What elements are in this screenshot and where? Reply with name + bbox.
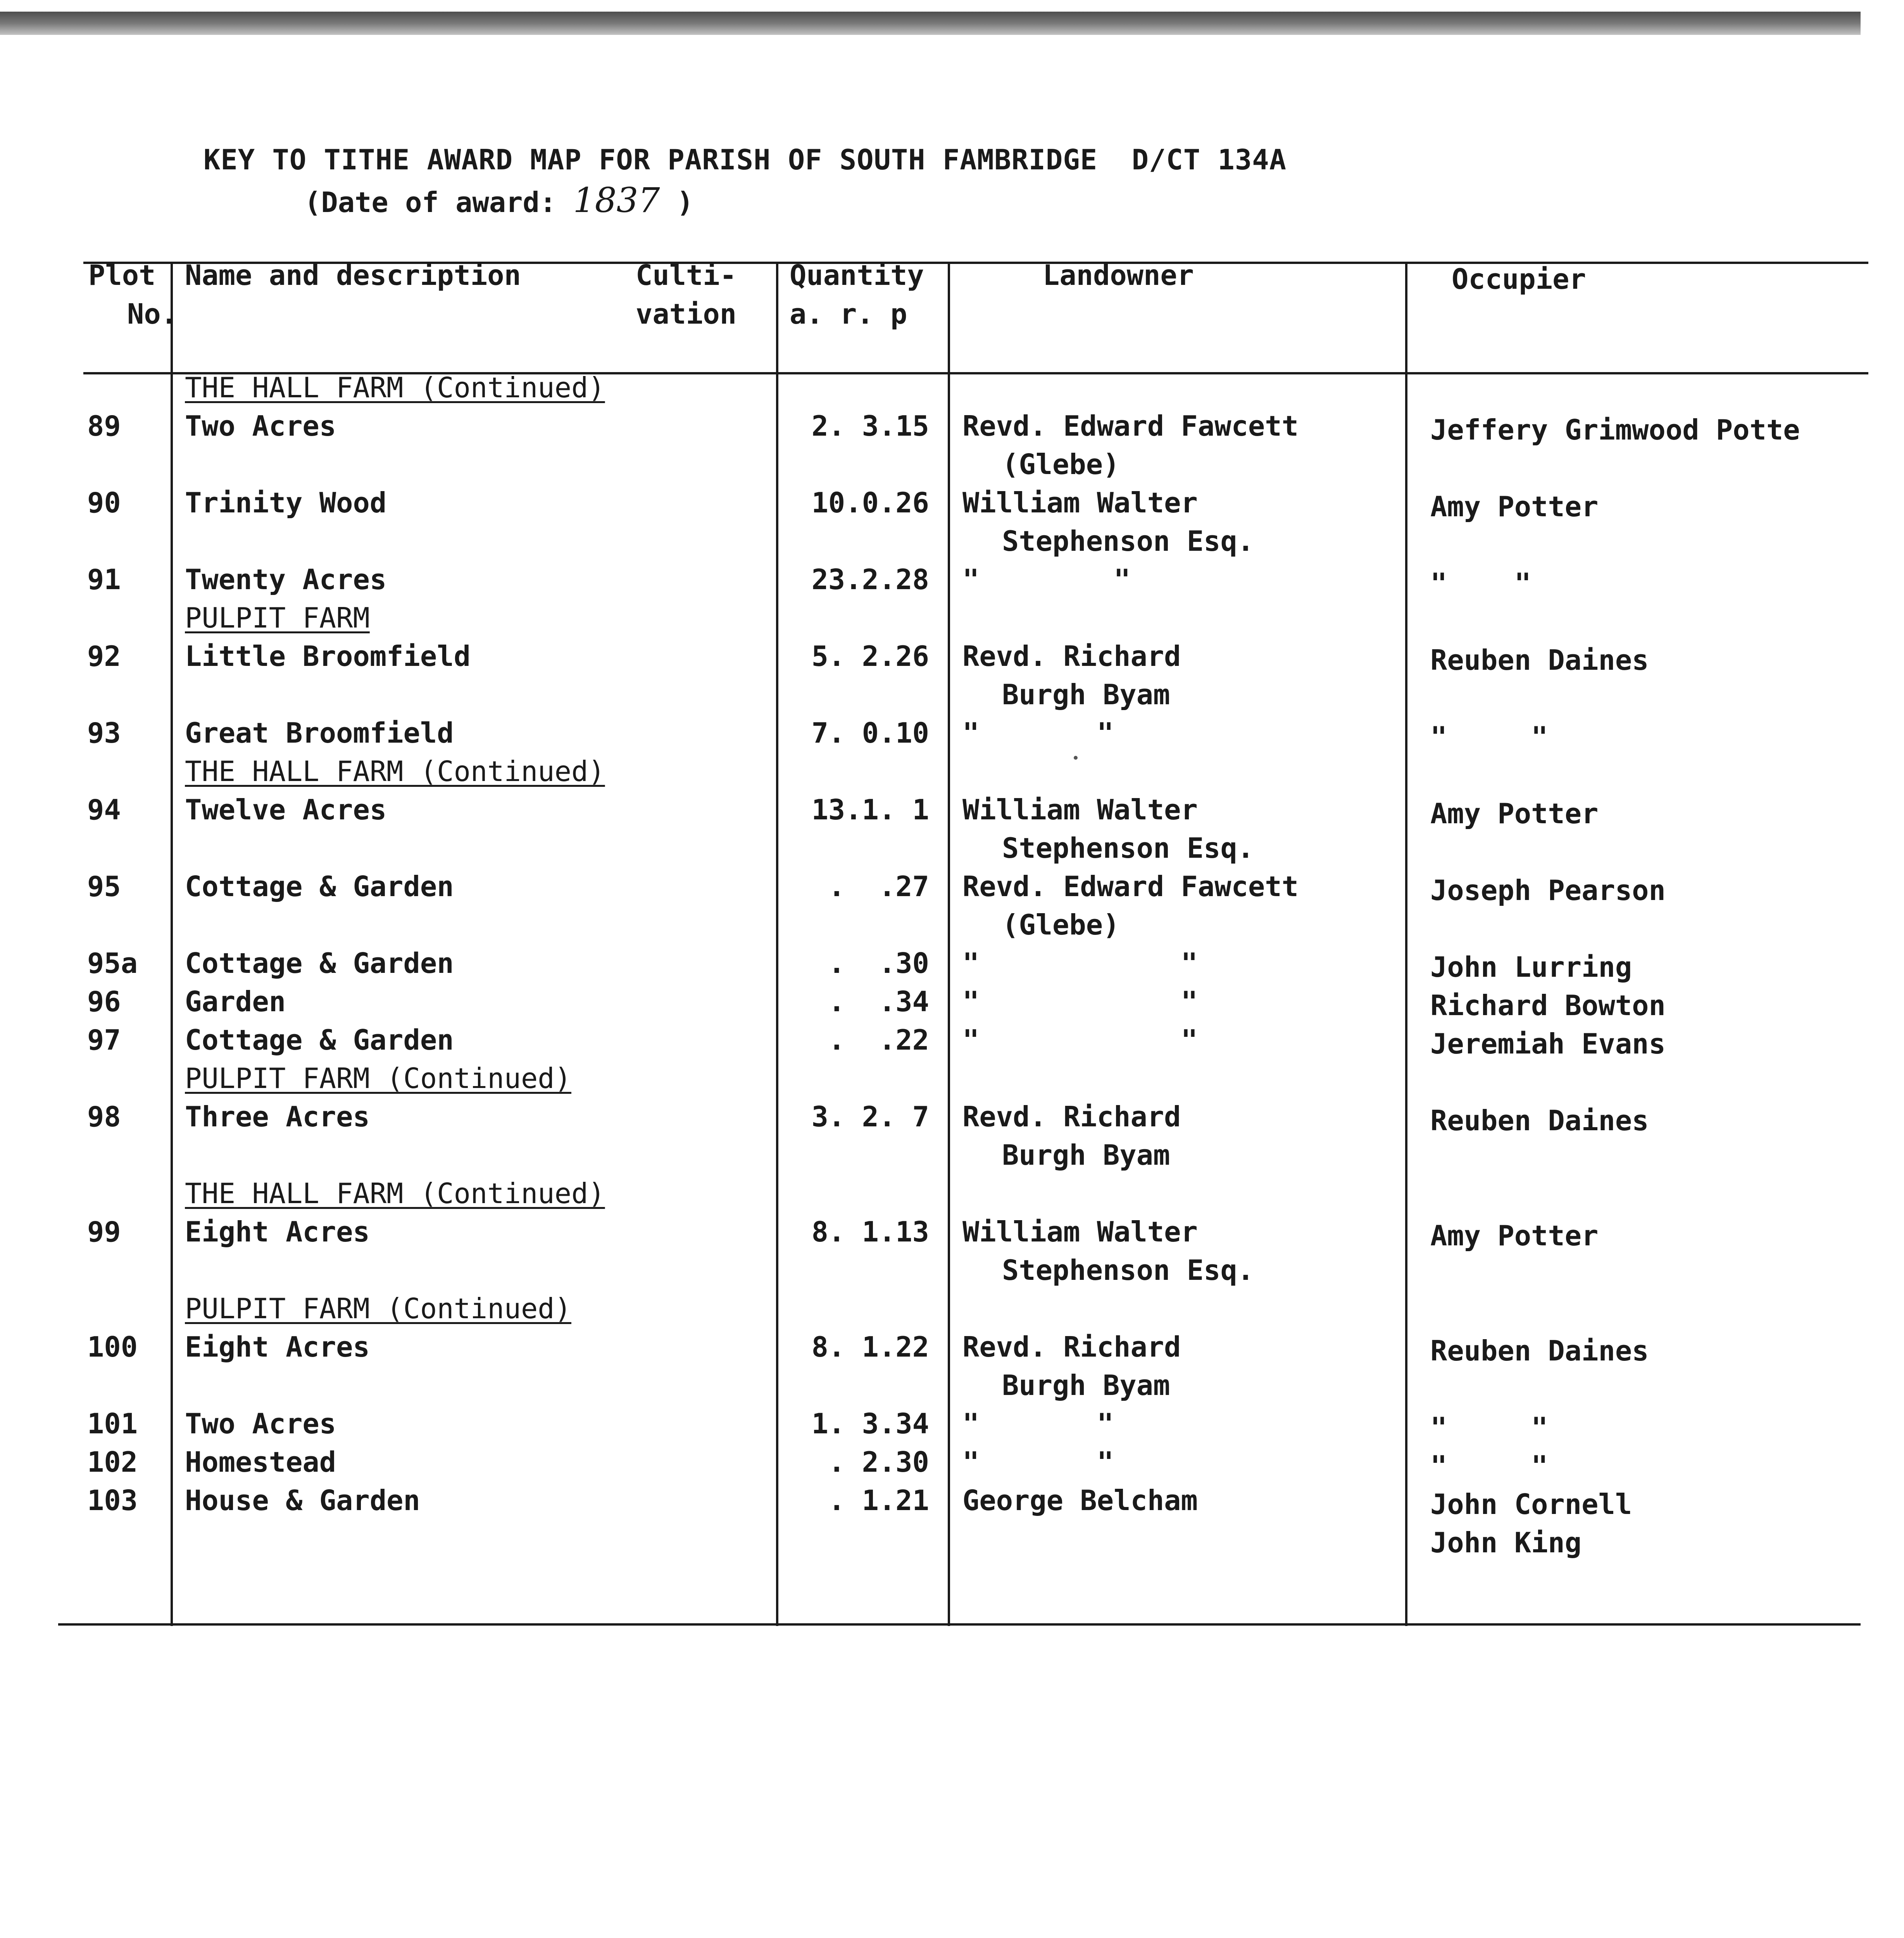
plot-quantity: 7. 0.10 xyxy=(811,717,929,749)
farm-heading: THE HALL FARM (Continued) xyxy=(185,1177,605,1210)
plot-quantity: 8. 1.22 xyxy=(811,1331,929,1363)
occupier-line: Joseph Pearson xyxy=(1430,874,1666,907)
landowner-line: Revd. Richard xyxy=(962,1100,1181,1133)
landowner-line: " " xyxy=(962,563,1131,596)
plot-number: 93 xyxy=(87,717,121,749)
plot-name: Twelve Acres xyxy=(185,793,387,826)
plot-number: 94 xyxy=(87,793,121,826)
plot-quantity: 23.2.28 xyxy=(811,563,929,596)
occupier-line: Richard Bowton xyxy=(1430,989,1666,1022)
occupier-line: Amy Potter xyxy=(1430,490,1599,523)
farm-heading: PULPIT FARM xyxy=(185,602,370,634)
plot-quantity: . .34 xyxy=(828,985,929,1018)
landowner-line: Revd. Edward Fawcett xyxy=(962,410,1299,442)
header-plot-line1: Plot xyxy=(88,259,156,291)
plot-number: 95 xyxy=(87,870,121,903)
column-divider-occupier xyxy=(1405,262,1407,1626)
column-divider-landowner xyxy=(948,262,950,1626)
plot-name: Twenty Acres xyxy=(185,563,387,596)
farm-heading: PULPIT FARM (Continued) xyxy=(185,1062,571,1095)
header-quantity-line2: a. r. p xyxy=(790,298,907,330)
landowner-line: Stephenson Esq. xyxy=(1002,525,1254,557)
plot-quantity: . .30 xyxy=(828,947,929,979)
landowner-line: Revd. Richard xyxy=(962,1331,1181,1363)
plot-quantity: 2. 3.15 xyxy=(811,410,929,442)
occupier-line: " " xyxy=(1430,567,1531,600)
plot-name: Eight Acres xyxy=(185,1216,370,1248)
occupier-line: Reuben Daines xyxy=(1430,1335,1649,1367)
title-text: KEY TO TITHE AWARD MAP FOR PARISH OF SOUTH FAMBRIDGE xyxy=(204,143,1098,176)
landowner-line: (Glebe) xyxy=(1002,909,1120,941)
plot-name: Homestead xyxy=(185,1446,336,1478)
occupier-line: Amy Potter xyxy=(1430,1219,1599,1252)
column-divider-plot xyxy=(171,262,173,1626)
plot-quantity: . .27 xyxy=(828,870,929,903)
header-quantity xyxy=(790,256,924,333)
landowner-line: Burgh Byam xyxy=(1002,1139,1170,1171)
plot-number: 92 xyxy=(87,640,121,672)
landowner-line: Stephenson Esq. xyxy=(1002,1254,1254,1286)
plot-number: 89 xyxy=(87,410,121,442)
plot-number: 95a xyxy=(87,947,138,979)
landowner-line: " " xyxy=(962,1446,1114,1478)
landowner-line: (Glebe) xyxy=(1002,448,1120,481)
header-quantity-line1: Quantity xyxy=(790,259,924,291)
date-handwritten: 1837 xyxy=(573,180,660,220)
plot-name: Garden xyxy=(185,985,286,1018)
header-cultivation-line1: Culti- xyxy=(636,259,737,291)
document-reference: D/CT 134A xyxy=(1131,143,1287,176)
plot-name: Three Acres xyxy=(185,1100,370,1133)
occupier-line: " " xyxy=(1430,1411,1548,1444)
plot-name: Cottage & Garden xyxy=(185,870,454,903)
plot-name: Trinity Wood xyxy=(185,486,387,519)
landowner-line: William Walter xyxy=(962,793,1198,826)
plot-quantity: . 1.21 xyxy=(828,1484,929,1517)
landowner-line: " " xyxy=(962,1407,1114,1440)
table-bottom-rule xyxy=(58,1623,1861,1626)
plot-name: Great Broomfield xyxy=(185,717,454,749)
plot-number: 103 xyxy=(87,1484,138,1517)
header-cultivation-line2: vation xyxy=(636,298,737,330)
plot-quantity: . .22 xyxy=(828,1024,929,1056)
landowner-line: William Walter xyxy=(962,486,1198,519)
plot-number: 102 xyxy=(87,1446,138,1478)
date-prefix: (Date of award: xyxy=(304,186,557,219)
scan-speck xyxy=(1074,756,1078,760)
farm-heading: THE HALL FARM (Continued) xyxy=(185,371,605,404)
occupier-line: John Lurring xyxy=(1430,951,1632,983)
occupier-line: " " xyxy=(1430,721,1548,753)
landowner-line: Burgh Byam xyxy=(1002,678,1170,711)
header-plot xyxy=(88,256,178,333)
landowner-line: Revd. Edward Fawcett xyxy=(962,870,1299,903)
landowner-line: Revd. Richard xyxy=(962,640,1181,672)
plot-name: Cottage & Garden xyxy=(185,947,454,979)
date-suffix: ) xyxy=(676,186,694,219)
plot-name: Eight Acres xyxy=(185,1331,370,1363)
landowner-line: William Walter xyxy=(962,1216,1198,1248)
landowner-line: Burgh Byam xyxy=(1002,1369,1170,1402)
landowner-line: " " xyxy=(962,985,1198,1018)
farm-heading: PULPIT FARM (Continued) xyxy=(185,1292,571,1325)
header-name: Name and description xyxy=(185,259,521,291)
plot-number: 91 xyxy=(87,563,121,596)
occupier-line: Jeffery Grimwood Potte xyxy=(1430,414,1800,446)
occupier-line: Reuben Daines xyxy=(1430,1104,1649,1137)
occupier-line: John Cornell xyxy=(1430,1488,1632,1521)
plot-name: Cottage & Garden xyxy=(185,1024,454,1056)
plot-number: 98 xyxy=(87,1100,121,1133)
landowner-line: " " xyxy=(962,1024,1198,1056)
occupier-line: " " xyxy=(1430,1450,1548,1482)
plot-name: Two Acres xyxy=(185,1407,336,1440)
plot-quantity: 10.0.26 xyxy=(811,486,929,519)
plot-quantity: 5. 2.26 xyxy=(811,640,929,672)
date-of-award xyxy=(304,180,693,220)
occupier-line: Amy Potter xyxy=(1430,797,1599,830)
farm-heading: THE HALL FARM (Continued) xyxy=(185,755,605,788)
plot-number: 90 xyxy=(87,486,121,519)
plot-number: 97 xyxy=(87,1024,121,1056)
header-occupier: Occupier xyxy=(1452,263,1586,295)
plot-number: 99 xyxy=(87,1216,121,1248)
header-plot-line2: No. xyxy=(127,298,178,330)
occupier-line: John King xyxy=(1430,1526,1582,1559)
landowner-line: " " xyxy=(962,947,1198,979)
occupier-line: Reuben Daines xyxy=(1430,644,1649,676)
document-title xyxy=(204,143,1287,176)
landowner-line: George Belcham xyxy=(962,1484,1198,1517)
plot-name: Little Broomfield xyxy=(185,640,471,672)
plot-quantity: . 2.30 xyxy=(828,1446,929,1478)
plot-quantity: 8. 1.13 xyxy=(811,1216,929,1248)
plot-quantity: 1. 3.34 xyxy=(811,1407,929,1440)
plot-name: House & Garden xyxy=(185,1484,420,1517)
plot-quantity: 3. 2. 7 xyxy=(811,1100,929,1133)
occupier-line: Jeremiah Evans xyxy=(1430,1028,1666,1060)
plot-name: Two Acres xyxy=(185,410,336,442)
column-divider-quantity xyxy=(776,262,778,1626)
plot-quantity: 13.1. 1 xyxy=(811,793,929,826)
header-cultivation xyxy=(636,256,736,333)
landowner-line: " " xyxy=(962,717,1114,749)
landowner-line: Stephenson Esq. xyxy=(1002,832,1254,864)
plot-number: 101 xyxy=(87,1407,138,1440)
plot-number: 100 xyxy=(87,1331,138,1363)
plot-number: 96 xyxy=(87,985,121,1018)
header-landowner: Landowner xyxy=(1043,259,1194,291)
scan-shadow-band xyxy=(0,12,1861,35)
